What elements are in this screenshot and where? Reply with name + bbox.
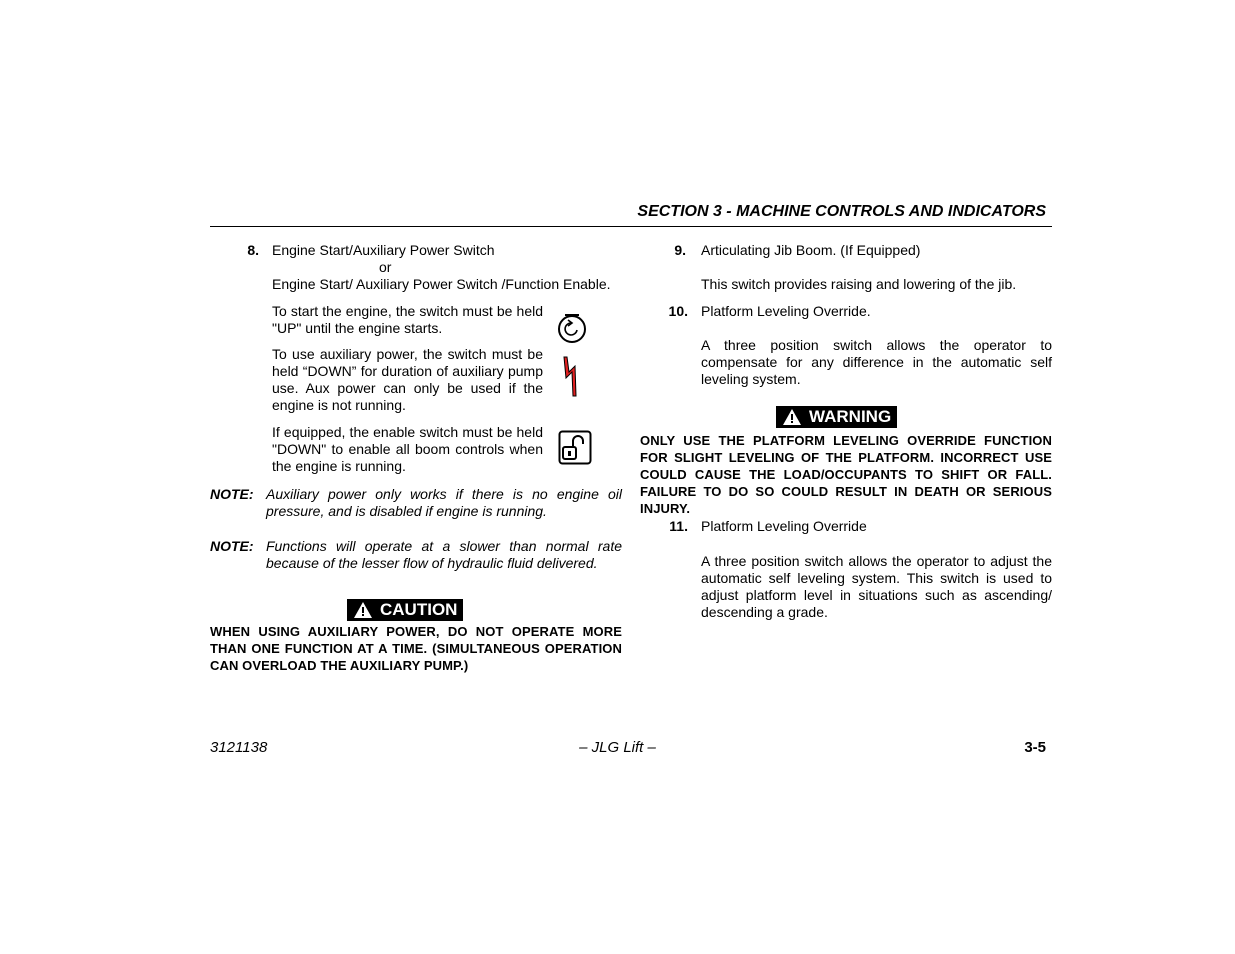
item-10-number: 10. — [668, 303, 688, 319]
item-9-title: Articulating Jib Boom. (If Equipped) — [701, 242, 921, 258]
note-2-label: NOTE: — [210, 538, 254, 554]
item-8-title: Engine Start/Auxiliary Power Switch — [272, 242, 495, 258]
item-11-title: Platform Leveling Override — [701, 518, 867, 534]
warning-label: WARNING — [809, 407, 892, 426]
caution-text: WHEN USING AUXILIARY POWER, DO NOT OPERATE MORE THAN ONE FUNCTION AT A TIME. (SIMULTANEOUS OPERATION CAN OVERLOAD THE AUXILIARY PUMP.) — [210, 624, 622, 673]
section-title: SECTION 3 - MACHINE CONTROLS AND INDICATORS — [637, 203, 1046, 220]
header-rule — [210, 226, 1052, 227]
item-10-title: Platform Leveling Override. — [701, 303, 871, 319]
item-9-number: 9. — [674, 242, 686, 258]
item-8-title-alt: Engine Start/ Auxiliary Power Switch /Function Enable. — [272, 276, 611, 292]
item-9-text: This switch provides raising and lowering of the jib. — [701, 276, 1017, 292]
unlock-icon — [558, 430, 592, 466]
engine-start-icon — [555, 308, 589, 346]
warning-text: ONLY USE THE PLATFORM LEVELING OVERRIDE FUNCTION FOR SLIGHT LEVELING OF THE PLATFORM. INCORRECT USE COULD CAUSE THE LOAD/OCCUPANTS TO SHIFT OR FALL. FAILURE TO DO SO COULD RESULT IN DEATH OR SERIOUS INJURY. — [640, 433, 1052, 516]
warning-triangle-icon — [782, 408, 802, 426]
item-11-text: A three position switch allows the operator to adjust the automatic self leveling system. This switch is used to adjust platform level in situations such as ascending/ descending a grade. — [701, 553, 1052, 620]
footer-doc-number: 3121138 — [210, 739, 268, 756]
note-1-text: Auxiliary power only works if there is no engine oil pressure, and is disabled if engine is running. — [266, 486, 622, 519]
warning-badge — [776, 406, 897, 428]
item-8-number: 8. — [247, 242, 259, 258]
lightning-bolt-icon — [558, 356, 580, 398]
item-8-aux-text: To use auxiliary power, the switch must be held “DOWN” for duration of auxiliary pump use. Aux power can only be used if the engine is not running. — [272, 346, 543, 413]
item-8-or: or — [379, 259, 392, 275]
item-11-number: 11. — [669, 518, 688, 534]
caution-label: CAUTION — [380, 600, 458, 619]
item-8-enable-text: If equipped, the enable switch must be held "DOWN" to enable all boom controls when the engine is running. — [272, 424, 543, 474]
footer-page-number: 3-5 — [1024, 739, 1046, 756]
warning-triangle-icon — [353, 601, 373, 619]
item-10-text: A three position switch allows the operator to compensate for any difference in the automatic self leveling system. — [701, 337, 1052, 387]
note-1-label: NOTE: — [210, 486, 254, 502]
caution-badge — [347, 599, 463, 621]
note-2-text: Functions will operate at a slower than normal rate because of the lesser flow of hydraulic fluid delivered. — [266, 538, 622, 571]
item-8-engine-text: To start the engine, the switch must be held "UP" until the engine starts. — [272, 303, 543, 336]
footer-center: – JLG Lift – — [579, 739, 656, 756]
